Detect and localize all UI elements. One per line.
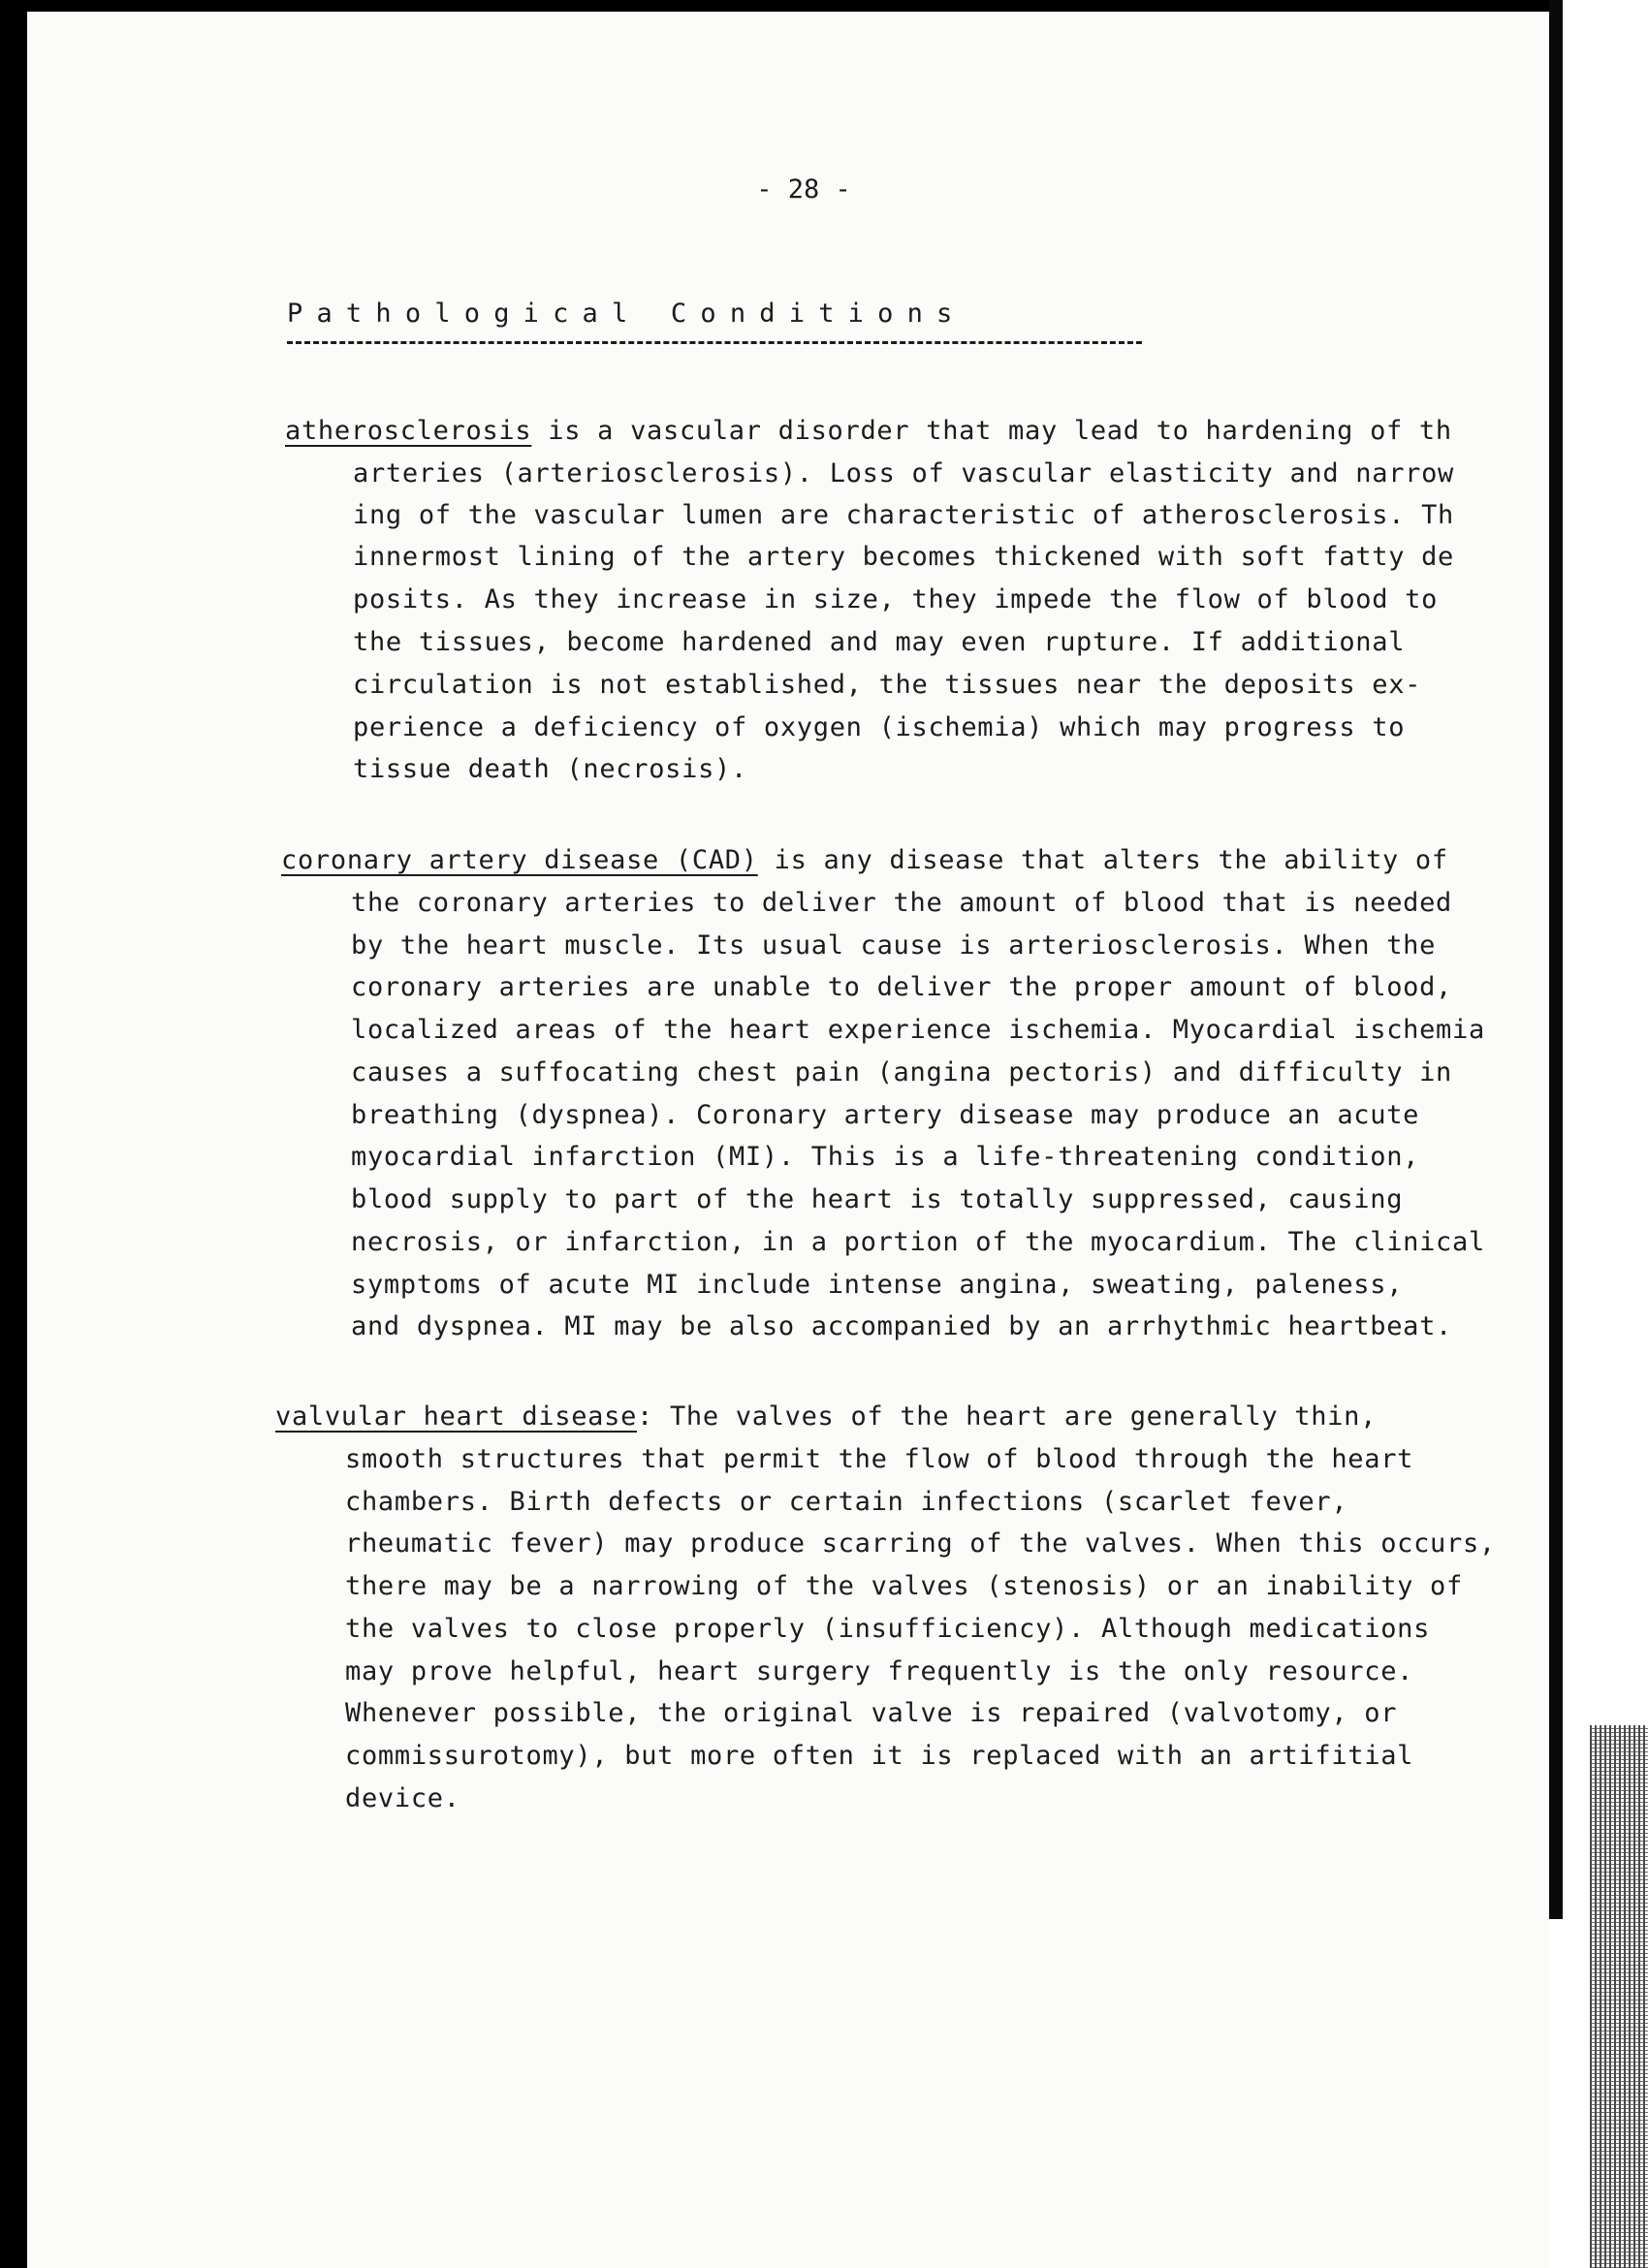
page-number: - 28 -: [756, 174, 851, 205]
definition-line: localized areas of the heart experience ischemia. Myocardial ischemia: [351, 1015, 1485, 1045]
heading-underline: [287, 341, 1142, 344]
definition-line: the tissues, become hardened and may even rupture. If additional: [353, 627, 1406, 657]
entry-first-line: [285, 417, 1452, 446]
definition-line: symptoms of acute MI include intense angina, sweating, paleness,: [351, 1270, 1404, 1300]
definition-line: device.: [345, 1783, 460, 1813]
definition-line: perience a deficiency of oxygen (ischemia) which may progress to: [353, 712, 1406, 742]
scan-border-left: [0, 0, 29, 2268]
definition-line: may prove helpful, heart surgery frequently is the only resource.: [345, 1656, 1414, 1686]
definition-line: posits. As they increase in size, they impede the flow of blood to: [353, 584, 1439, 614]
definition-line: innermost lining of the artery becomes thickened with soft fatty de: [353, 542, 1455, 572]
definition-line: breathing (dyspnea). Coronary artery disease may produce an acute: [351, 1100, 1420, 1130]
definition-line: commissurotomy), but more often it is replaced with an artifitial: [345, 1741, 1414, 1771]
scan-noise: [1590, 1725, 1648, 2268]
entry-first-line: [275, 1402, 1377, 1432]
term-label: valvular heart disease: [275, 1402, 638, 1432]
definition-line: rheumatic fever) may produce scarring of the valves. When this occurs,: [345, 1528, 1496, 1559]
document-page: [27, 12, 1551, 2268]
definition-text: : The valves of the heart are generally thin,: [637, 1402, 1378, 1432]
definition-line: blood supply to part of the heart is totally suppressed, causing: [351, 1184, 1404, 1214]
definition-line: circulation is not established, the tissues near the deposits ex-: [353, 670, 1422, 700]
definition-line: arteries (arteriosclerosis). Loss of vascular elasticity and narrow: [353, 458, 1455, 488]
definition-line: myocardial infarction (MI). This is a life-threatening condition,: [351, 1142, 1420, 1172]
definition-line: Whenever possible, the original valve is repaired (valvotomy, or: [345, 1698, 1398, 1728]
definition-line: smooth structures that permit the flow of blood through the heart: [345, 1444, 1414, 1474]
definition-line: the coronary arteries to deliver the amount of blood that is needed: [351, 888, 1453, 918]
definition-line: chambers. Birth defects or certain infections (scarlet fever,: [345, 1487, 1348, 1517]
definition-text: is any disease that alters the ability of: [757, 845, 1448, 875]
definition-line: there may be a narrowing of the valves (stenosis) or an inability of: [345, 1571, 1463, 1601]
term-label: coronary artery disease (CAD): [281, 845, 758, 875]
definition-line: tissue death (necrosis).: [353, 754, 747, 784]
definition-line: coronary arteries are unable to deliver the proper amount of blood,: [351, 972, 1453, 1002]
definition-line: causes a suffocating chest pain (angina pectoris) and difficulty in: [351, 1057, 1453, 1087]
definition-line: and dyspnea. MI may be also accompanied by an arrhythmic heartbeat.: [351, 1311, 1453, 1341]
section-heading: Pathological Conditions: [287, 299, 967, 329]
definition-line: by the heart muscle. Its usual cause is arteriosclerosis. When the: [351, 930, 1437, 961]
definition-line: ing of the vascular lumen are characteristic of atherosclerosis. Th: [353, 500, 1455, 530]
definition-line: the valves to close properly (insufficiency). Although medications: [345, 1614, 1431, 1644]
definition-line: necrosis, or infarction, in a portion of the myocardium. The clinical: [351, 1227, 1485, 1257]
definition-text: is a vascular disorder that may lead to hardening of th: [531, 416, 1452, 446]
entry-first-line: [281, 846, 1448, 875]
term-label: atherosclerosis: [285, 416, 532, 446]
